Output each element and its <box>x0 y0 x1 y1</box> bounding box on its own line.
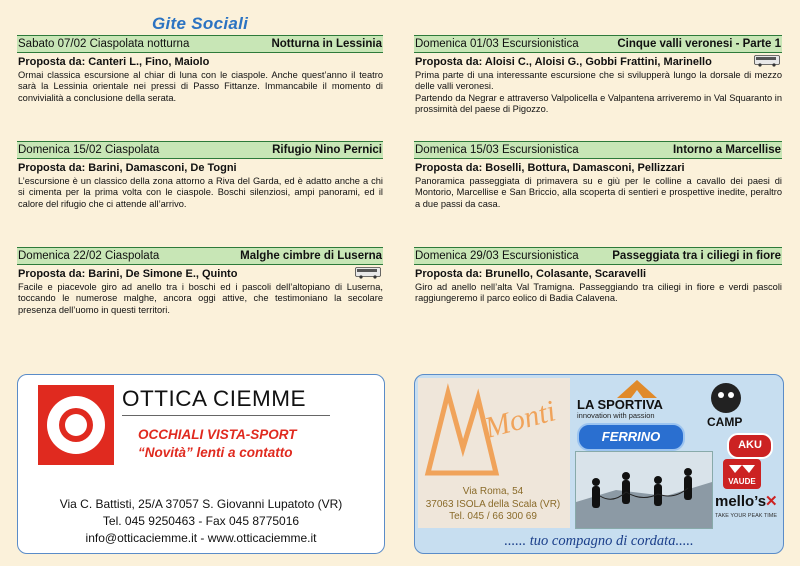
bus-icon <box>754 55 780 67</box>
event-description-text: Giro ad anello nell’alta Val Tramigna. Passeggiando tra ciliegi in fiore e verdi pascoli raggiungeremo il parco eolico di Badia Calavena. <box>415 282 782 304</box>
bus-icon <box>355 267 381 279</box>
event-description-text: Panoramica passeggiata di primavera su e giù per le colline a cavallo dei paesi di Montorio, Marcellise e San Briccio, alla scoperta di sentieri e prospettive inedite, peraltro a due passi da casa. <box>415 176 782 209</box>
sportiva-logo: LA SPORTIVA <box>577 397 663 412</box>
event-name: Passeggiata tra i ciliegi in fiore <box>612 250 781 262</box>
event-description <box>415 282 782 305</box>
page-title: Gite Sociali <box>152 14 249 33</box>
event-proposers: Proposta da: Barini, Damasconi, De Togni <box>18 162 237 174</box>
event-description-text: Prima parte di una interessante escursione che si svilupperà lungo la dorsale di mezzo delle valli veronesi. <box>415 70 782 92</box>
event-card <box>17 141 383 210</box>
event-name: Rifugio Nino Pernici <box>272 144 382 156</box>
monti-logo-panel <box>418 378 570 528</box>
vaude-logo-icon <box>717 459 767 489</box>
event-header <box>414 247 782 265</box>
event-description <box>18 70 383 104</box>
monti-logo-text: Monti <box>481 394 560 445</box>
event-proposers <box>415 56 782 69</box>
sportiva-tagline: innovation with passion <box>577 411 655 420</box>
event-description <box>18 176 383 210</box>
event-header <box>17 35 383 53</box>
climbers-silhouette-icon <box>576 452 712 528</box>
mellos-logo: mello’s <box>715 493 767 510</box>
event-date: Domenica 15/02 Ciaspolata <box>18 144 160 156</box>
mellos-tagline: TAKE YOUR PEAK TIME <box>715 513 778 519</box>
event-proposers: Proposta da: Brunello, Colasante, Scaravelli <box>415 268 647 280</box>
event-date: Sabato 07/02 Ciaspolata notturna <box>18 38 190 50</box>
mellos-x-icon: ✕ <box>765 493 778 510</box>
event-description <box>415 70 782 115</box>
event-description <box>415 176 782 210</box>
event-header <box>17 247 383 265</box>
ferrino-logo: FERRINO <box>601 429 661 444</box>
brand-divider <box>122 415 330 416</box>
event-name: Malghe cimbre di Luserna <box>240 250 382 262</box>
event-proposers: Proposta da: Canteri L., Fino, Maiolo <box>18 56 210 68</box>
event-header <box>17 141 383 159</box>
ferrino-logo-panel <box>577 423 685 451</box>
event-description <box>18 282 383 316</box>
event-proposers-text: Proposta da: Aloisi C., Aloisi G., Gobbi Frattini, Marinello <box>415 56 712 68</box>
vaude-logo: VAUDE <box>728 477 756 486</box>
event-description-text: L’escursione è un classico della zona attorno a Riva del Garda, ed è adatto anche a chi si cimenta per la prima volta con le ciaspole. Boschi silenziosi, ampi panorami, ed il calore del rifugio che ci attende all’arrivo. <box>18 176 383 209</box>
event-name: Notturna in Lessinia <box>271 38 382 50</box>
event-date: Domenica 01/03 Escursionistica <box>415 38 579 50</box>
event-card <box>414 141 782 210</box>
event-header <box>414 141 782 159</box>
event-name: Intorno a Marcellise <box>672 144 781 156</box>
event-description-text: Ormai classica escursione al chiar di luna con le ciaspole. Anche quest’anno il teatro sarà la Lessinia orientale nei pressi di Passo Fittanze. Immancabile il momento di convivialità a conclusione della serata. <box>18 70 383 103</box>
monti-logo-icon <box>418 378 570 483</box>
ottica-slogan-lenses: “Novità” lenti a contatto <box>138 445 293 460</box>
monti-address-street: Via Roma, 54 <box>462 486 524 497</box>
aku-logo-panel <box>727 433 773 459</box>
event-card <box>414 247 782 305</box>
monti-address-city: 37063 ISOLA della Scala (VR) <box>425 498 561 510</box>
event-description-text: Partendo da Negrar e attraverso Valpolicella e Valpantena arriveremo in Val Squaranto in prossimità del paese di Pigozzo. <box>415 92 782 114</box>
event-proposers-text: Proposta da: Barini, De Simone E., Quinto <box>18 268 238 280</box>
event-date: Domenica 29/03 Escursionistica <box>415 250 579 262</box>
climbers-photo <box>575 451 713 529</box>
event-card <box>17 247 383 316</box>
camp-mascot-icon <box>709 381 743 415</box>
event-proposers: Proposta da: Boselli, Bottura, Damasconi, Pellizzari <box>415 162 685 174</box>
event-card <box>414 35 782 115</box>
event-card <box>17 35 383 104</box>
event-date: Domenica 22/02 Ciaspolata <box>18 250 160 262</box>
aku-logo: AKU <box>738 439 762 451</box>
ottica-web: info@otticaciemme.it - www.otticaciemme.it <box>85 531 317 545</box>
event-proposers <box>18 268 383 281</box>
ad-ottica-ciemme <box>17 374 385 554</box>
event-description-text: Facile e piacevole giro ad anello tra i boschi ed i pascoli dell’altopiano di Luserna, toccando le numerose malghe, ancora oggi attive, che testimoniano la secolare presenza dell’uomo in questi territori. <box>18 282 383 315</box>
ad-tagline: ...... tuo compagno di cordata..... <box>504 533 694 549</box>
monti-address <box>418 486 568 524</box>
ottica-logo-icon <box>38 385 114 465</box>
ottica-address: Via C. Battisti, 25/A 37057 S. Giovanni Lupatoto (VR) <box>59 497 343 511</box>
ottica-brand-name: OTTICA CIEMME <box>122 386 307 411</box>
camp-logo: CAMP <box>707 415 743 429</box>
event-date: Domenica 15/03 Escursionistica <box>415 144 579 156</box>
event-name: Cinque valli veronesi - Parte 1 <box>617 38 781 50</box>
event-header <box>414 35 782 53</box>
ottica-slogan-sport: OCCHIALI VISTA-SPORT <box>138 427 297 442</box>
ad-monti-sport <box>414 374 784 554</box>
ottica-phone: Tel. 045 9250463 - Fax 045 8775016 <box>102 514 300 528</box>
monti-phone: Tel. 045 / 66 300 69 <box>449 511 537 522</box>
